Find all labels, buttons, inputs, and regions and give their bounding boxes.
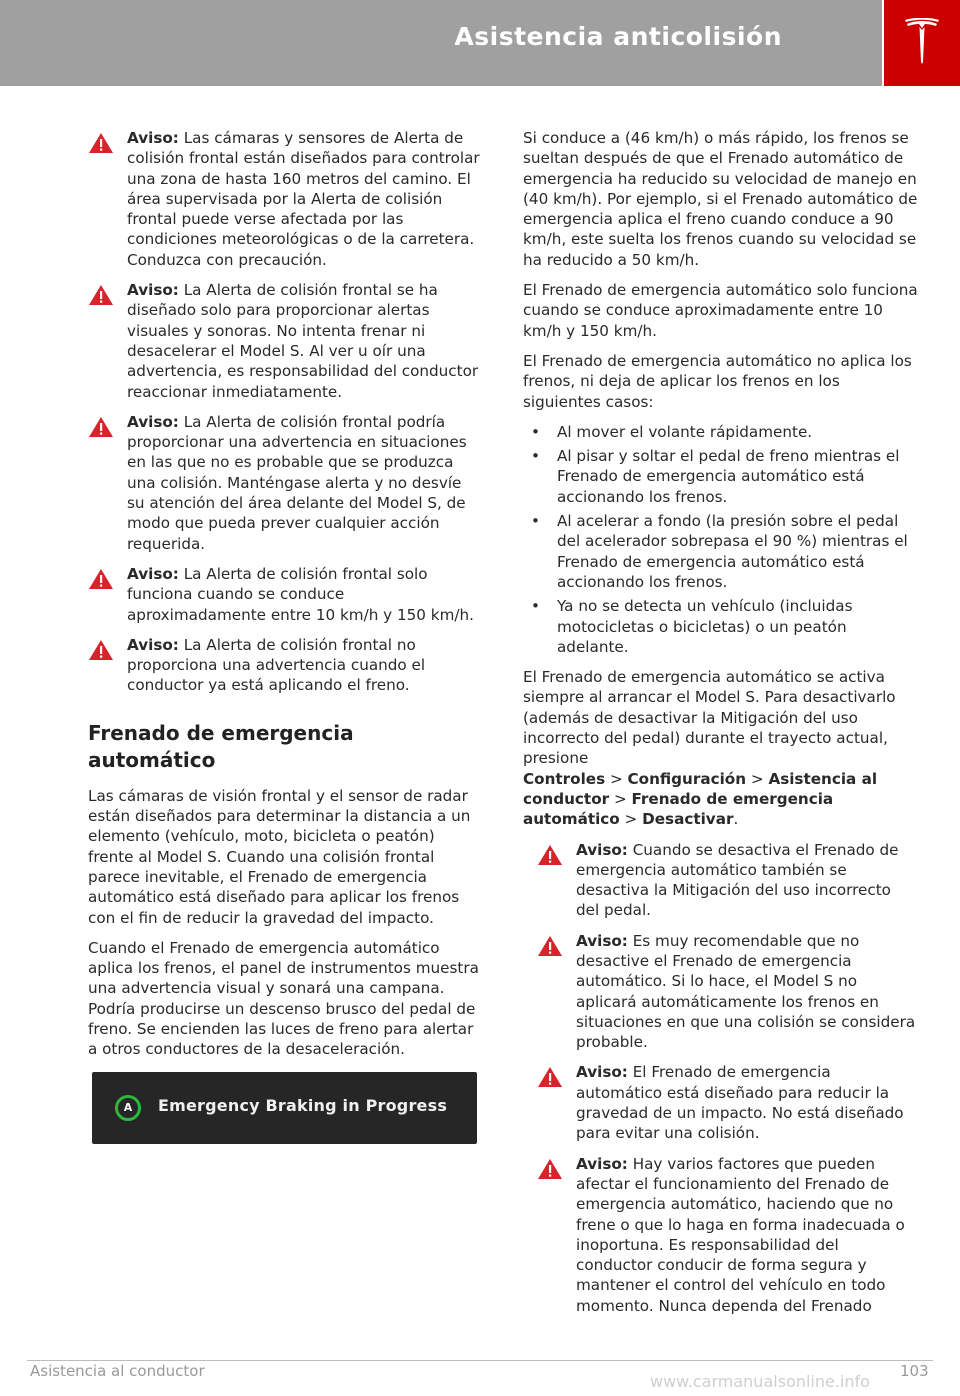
paragraph-text: El Frenado de emergencia automático se activa siempre al arrancar el Model S. Para desactivarlo (además de desactivar la Mitigación del uso incorrecto del pedal) durante el trayecto actual, presione bbox=[523, 668, 896, 768]
warning-triangle-icon bbox=[537, 1158, 563, 1180]
menu-separator: > bbox=[609, 789, 632, 808]
paragraph: El Frenado de emergencia automático solo funciona cuando se conduce aproximadamente entre 10 km/h y 150 km/h. bbox=[523, 281, 918, 340]
paragraph: Cuando el Frenado de emergencia automático aplica los frenos, el panel de instrumentos muestra una advertencia visual y sonará una campana. Podría producirse un descenso brusco del pedal de freno. Se encienden las luces de freno para alertar a otros conductores de la desaceleración. bbox=[88, 938, 479, 1059]
warning-text: El Frenado de emergencia automático está diseñado para reducir la gravedad de un impacto. No está diseñado para evitar una colisión. bbox=[576, 1063, 904, 1143]
warning-block bbox=[88, 128, 480, 270]
page-title: Asistencia anticolisión bbox=[454, 22, 782, 51]
menu-asistencia: Asistencia al conductor bbox=[523, 769, 878, 808]
list-item bbox=[523, 511, 918, 592]
warning-label: Aviso: bbox=[127, 412, 179, 431]
warning-text: La Alerta de colisión frontal podría proporcionar una advertencia en situaciones en las que no es probable que se produzca una colisión. Manténgase alerta y no desvíe su atención del área delante del Model S, de modo que pueda prever cualquier acción requerida. bbox=[127, 412, 467, 553]
tesla-logo-icon bbox=[905, 18, 939, 66]
warning-label: Aviso: bbox=[127, 564, 179, 583]
bullet-icon: • bbox=[531, 597, 540, 616]
deactivate-instructions bbox=[523, 667, 918, 829]
paragraph: El Frenado de emergencia automático no aplica los frenos, ni deja de aplicar los frenos en los siguientes casos: bbox=[523, 351, 912, 411]
warning-label: Aviso: bbox=[127, 281, 179, 300]
watermark: www.carmanualsonline.info bbox=[650, 1372, 870, 1391]
warning-text: Es muy recomendable que no desactive el Frenado de emergencia automático. Si lo hace, el Model S no aplicará automáticamente los frenos en situaciones en que una colisión se considera probable. bbox=[576, 931, 916, 1052]
display-message: Emergency Braking in Progress bbox=[158, 1095, 448, 1115]
conditions-list bbox=[523, 422, 918, 657]
footer-section: Asistencia al conductor bbox=[30, 1362, 205, 1380]
menu-separator: > bbox=[619, 810, 643, 829]
warning-text: Hay varios factores que pueden afectar el funcionamiento del Frenado de emergencia automático, haciendo que no frene o que lo haga en forma inadecuada o inoportuna. Es responsabilidad del conductor conducir de forma segura y mantener el control del vehículo en todo momento. Nunca dependa del Frenado bbox=[576, 1154, 905, 1315]
warning-text: La Alerta de colisión frontal no proporciona una advertencia cuando el conductor ya está aplicando el freno. bbox=[127, 635, 426, 695]
menu-controles: Controles bbox=[523, 769, 606, 788]
warning-triangle-icon bbox=[537, 935, 563, 957]
warning-text: La Alerta de colisión frontal solo funciona cuando se conduce aproximadamente entre 10 km/h y 150 km/h. bbox=[127, 564, 474, 624]
warning-block bbox=[537, 1062, 918, 1143]
warning-triangle-icon bbox=[88, 284, 114, 306]
menu-separator: > bbox=[605, 769, 628, 788]
warning-triangle-icon bbox=[88, 639, 114, 661]
warning-label: Aviso: bbox=[127, 129, 179, 147]
warning-block bbox=[88, 635, 480, 696]
bullet-icon: • bbox=[531, 512, 540, 531]
menu-separator: > bbox=[746, 769, 769, 788]
emergency-braking-display bbox=[92, 1072, 477, 1144]
warning-label: Aviso: bbox=[576, 1063, 628, 1082]
paragraph: Las cámaras de visión frontal y el sensor de radar están diseñados para determinar la distancia a un elemento (vehículo, moto, bicicleta o peatón) frente al Model S. Cuando una colisión frontal parece inevitable, el Frenado de emergencia automático está diseñado para aplicar los frenos con el fin de reducir la gravedad del impacto. bbox=[88, 786, 471, 927]
warning-block bbox=[88, 412, 480, 554]
list-item-text: Ya no se detecta un vehículo (incluidas motocicletas o bicicletas) o un peatón adelante. bbox=[557, 597, 853, 656]
warning-triangle-icon bbox=[88, 416, 114, 438]
section-heading: Frenado de emergencia automático bbox=[88, 720, 354, 772]
list-item-text: Al acelerar a fondo (la presión sobre el pedal del acelerador sobrepasa el 90 %) mientras el Frenado de emergencia automático está accionando los frenos. bbox=[557, 512, 908, 591]
warning-text: Cuando se desactiva el Frenado de emergencia automático también se desactiva la Mitigación del uso incorrecto del pedal. bbox=[576, 840, 899, 920]
list-item-text: Al mover el volante rápidamente. bbox=[557, 422, 813, 441]
warning-triangle-icon bbox=[537, 844, 563, 866]
warning-label: Aviso: bbox=[576, 840, 628, 859]
warning-block bbox=[88, 564, 480, 625]
warning-label: Aviso: bbox=[576, 1154, 628, 1173]
warning-block bbox=[537, 840, 918, 921]
warning-text: La Alerta de colisión frontal se ha diseñado solo para proporcionar alertas visuales y sonoras. No intenta frenar ni desacelerar el Model S. Al ver u oír una advertencia, es responsabilidad del conductor reaccionar inmediatamente. bbox=[127, 281, 479, 401]
list-item bbox=[523, 596, 918, 657]
menu-end: . bbox=[733, 810, 739, 829]
menu-frenado: Frenado de emergencia automático bbox=[523, 789, 834, 829]
paragraph: Si conduce a (46 km/h) o más rápido, los frenos se sueltan después de que el Frenado automático de emergencia ha reducido su velocidad de manejo en (40 km/h). Por ejemplo, si el Frenado automático de emergencia aplica el freno cuando conduce a 90 km/h, este suelta los frenos cuando su velocidad se ha reducido a 50 km/h. bbox=[523, 129, 918, 269]
list-item bbox=[523, 422, 918, 442]
menu-configuracion: Configuración bbox=[627, 769, 747, 788]
autopilot-badge-icon: A bbox=[115, 1095, 141, 1121]
warning-triangle-icon bbox=[537, 1066, 563, 1088]
bullet-icon: • bbox=[531, 422, 540, 441]
warning-text: Las cámaras y sensores de Alerta de colisión frontal están diseñados para controlar una zona de hasta 160 metros del camino. El área supervisada por la Alerta de colisión frontal puede verse afectada por las condiciones meteorológicas o de la carretera. Conduzca con precaución. bbox=[127, 129, 480, 269]
warning-block bbox=[537, 931, 918, 1053]
right-column bbox=[523, 128, 918, 1326]
brand-logo bbox=[884, 0, 960, 86]
warning-label: Aviso: bbox=[576, 931, 628, 950]
left-column bbox=[88, 128, 480, 1144]
header-bar bbox=[0, 0, 882, 86]
warning-block bbox=[537, 1154, 918, 1316]
bullet-icon: • bbox=[531, 447, 540, 466]
footer-divider bbox=[27, 1360, 933, 1361]
warning-label: Aviso: bbox=[127, 635, 179, 654]
warning-block bbox=[88, 280, 480, 402]
warning-triangle-icon bbox=[88, 132, 114, 154]
list-item-text: Al pisar y soltar el pedal de freno mientras el Frenado de emergencia automático está accionando los frenos. bbox=[557, 447, 900, 506]
list-item bbox=[523, 446, 918, 507]
menu-desactivar: Desactivar bbox=[642, 810, 734, 829]
page-number: 103 bbox=[900, 1362, 929, 1380]
warning-triangle-icon bbox=[88, 568, 114, 590]
